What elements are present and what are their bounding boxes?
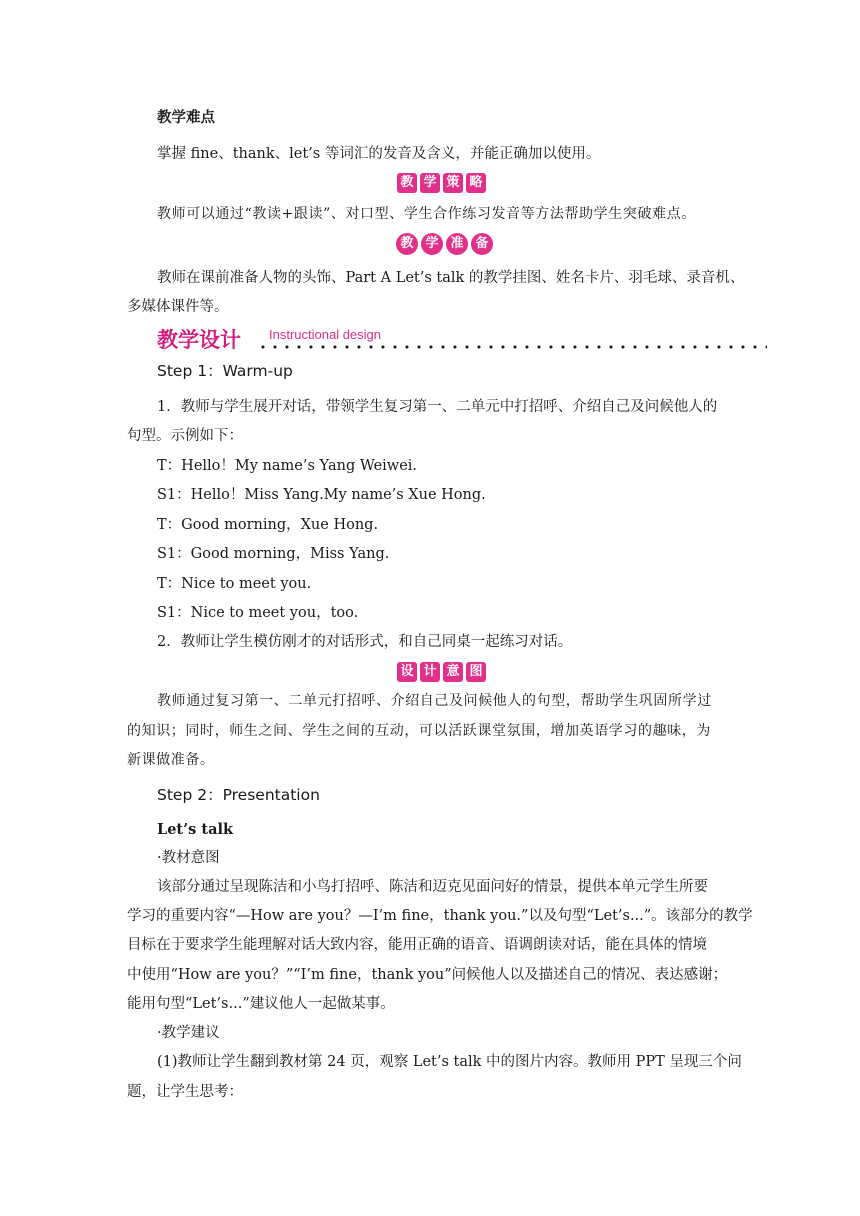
prep-text-2: 多媒体课件等。 [127,299,229,315]
design-subtitle: Instructional design [269,327,382,342]
material-line: 学习的重要内容“—How are you？—I’m fine，thank you.”以及句型“Let’s...”。该部分的教学 [127,908,753,924]
dialogue-line: T：Hello！My name’s Yang Weiwei. [157,458,418,474]
prep-text-1: 教师在课前准备人物的头饰、Part A Let’s talk 的教学挂图、姓名卡片、羽毛球、录音机、 [157,270,745,286]
badge-char: 策 [443,173,463,193]
strategy-text: 教师可以通过“教读+跟读”、对口型、学生合作练习发音等方法帮助学生突破难点。 [157,206,696,222]
badge-char: 略 [466,173,486,193]
difficulty-title: 教学难点 [157,109,215,126]
dialogue-line: S1：Good morning，Miss Yang. [157,546,390,562]
dialogue-line: T：Nice to meet you. [157,576,312,592]
design-title: 教学设计 [157,328,241,352]
dotted-divider [257,344,767,350]
material-line: 该部分通过呈现陈洁和小鸟打招呼、陈洁和迈克见面问好的情景，提供本单元学生所要 [157,879,708,895]
badge-char: 教 [397,173,417,193]
step2-subtitle: Let’s talk [157,821,234,838]
badge-char: 教 [396,233,418,255]
badge-char: 设 [397,662,417,682]
step1-item1-line2: 句型。示例如下： [127,428,243,444]
suggest-label: ·教学建议 [157,1025,220,1041]
prep-badge [396,233,493,255]
intent-line-2: 的知识；同时，师生之间、学生之间的互动，可以活跃课堂氛围，增加英语学习的趣味，为 [127,723,711,739]
badge-char: 计 [420,662,440,682]
badge-char: 准 [446,233,468,255]
strategy-badge [397,173,486,195]
design-header [157,326,767,354]
material-label: ·教材意图 [157,850,220,866]
intent-line-1: 教师通过复习第一、二单元打招呼、介绍自己及问候他人的句型，帮助学生巩固所学过 [157,693,712,709]
material-line: 中使用“How are you？”“I’m fine，thank you”问候他人以及描述自己的情况、表达感谢； [127,967,728,983]
step1-item1-line1: 1．教师与学生展开对话，带领学生复习第一、二单元中打招呼、介绍自己及问候他人的 [157,399,718,415]
badge-char: 学 [421,233,443,255]
difficulty-text: 掌握 fine、thank、let’s 等词汇的发音及含义，并能正确加以使用。 [157,146,601,162]
dialogue-line: T：Good morning，Xue Hong. [157,517,379,533]
badge-char: 备 [471,233,493,255]
badge-char: 意 [443,662,463,682]
intent-line-3: 新课做准备。 [127,752,215,768]
step1-item2: 2．教师让学生模仿刚才的对话形式，和自己同桌一起练习对话。 [157,634,573,650]
suggest-line-2: 题，让学生思考： [127,1084,243,1100]
badge-char: 图 [466,662,486,682]
intent-badge [397,662,486,684]
suggest-line-1: (1)教师让学生翻到教材第 24 页，观察 Let’s talk 中的图片内容。教师用 PPT 呈现三个问 [157,1054,742,1070]
dialogue-line: S1：Hello！Miss Yang.My name’s Xue Hong. [157,487,486,503]
badge-char: 学 [420,173,440,193]
dialogue-line: S1：Nice to meet you，too. [157,605,359,621]
step2-title: Step 2：Presentation [157,786,320,804]
material-line: 目标在于要求学生能理解对话大致内容，能用正确的语音、语调朗读对话，能在具体的情境 [127,937,707,953]
material-line: 能用句型“Let’s...”建议他人一起做某事。 [127,996,395,1012]
step1-title: Step 1：Warm-up [157,362,293,380]
